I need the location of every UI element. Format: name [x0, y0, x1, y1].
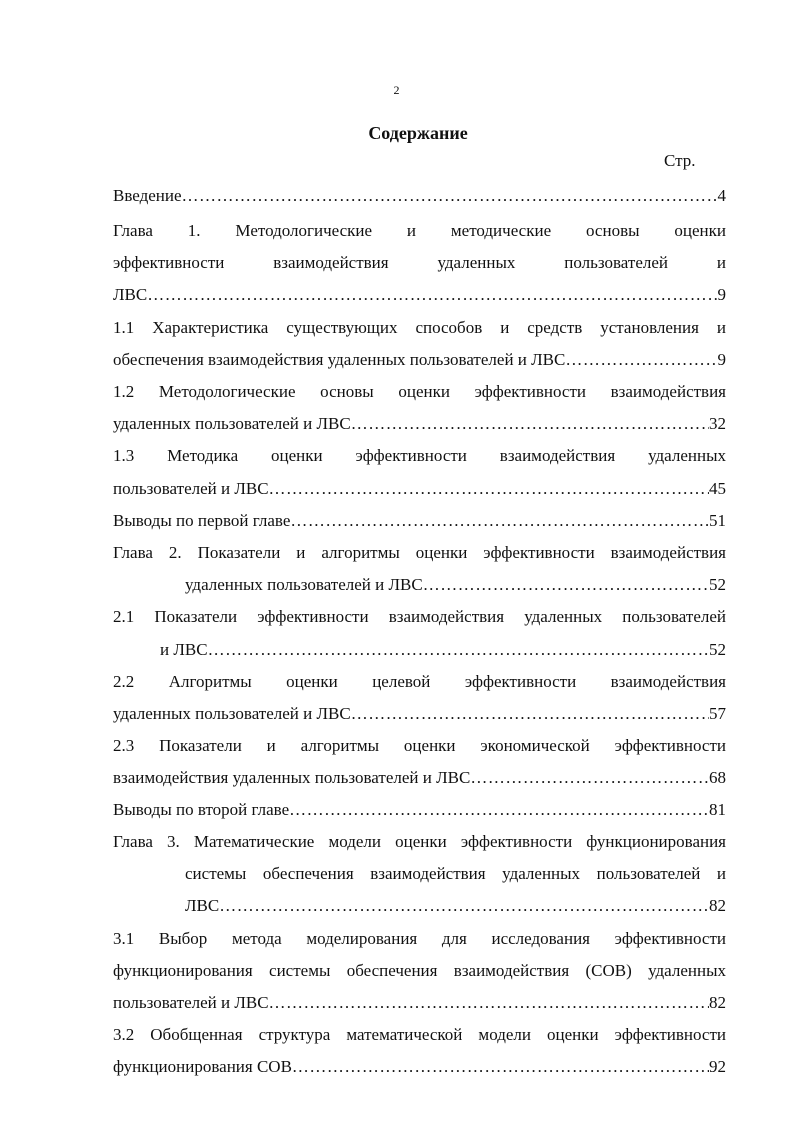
toc-page-number: 92 [709, 1057, 726, 1076]
toc-entry-intro[interactable] [113, 186, 726, 206]
toc-page-number: 4 [717, 186, 726, 205]
toc-leader-dots [290, 511, 709, 531]
toc-leader-dots [147, 285, 717, 305]
toc-entry-text: взаимодействия удаленных пользователей и ЛВС [113, 768, 471, 787]
toc-entry-text: 2.2 Алгоритмы оценки целевой эффективности взаимодействия [113, 672, 726, 691]
toc-entry-text: Глава 2. Показатели и алгоритмы оценки эффективности взаимодействия [113, 543, 726, 562]
toc-entry-text: функционирования СОВ [113, 1057, 292, 1076]
toc-entry-text: ЛВС [185, 896, 220, 915]
toc-leader-dots [351, 414, 709, 434]
toc-entry-text: пользователей и ЛВС [113, 993, 269, 1012]
toc-leader-dots [565, 350, 717, 370]
toc-leader-dots [423, 575, 709, 595]
toc-entry-text: системы обеспечения взаимодействия удаленных пользователей и [185, 864, 726, 883]
toc-page-number: 52 [709, 575, 726, 594]
toc-page-number: 9 [717, 285, 726, 304]
toc-leader-dots [219, 896, 709, 916]
toc-entry-text: Введение [113, 186, 182, 205]
toc-page-number: 82 [709, 896, 726, 915]
toc-leader-dots [182, 186, 718, 206]
toc-page-number: 45 [709, 479, 726, 498]
toc-page-number: 68 [709, 768, 726, 787]
toc-entry-text: 2.1 Показатели эффективности взаимодействия удаленных пользователей [113, 607, 726, 626]
toc-leader-dots [470, 768, 709, 788]
toc-entry-text: Выводы по первой главе [113, 511, 291, 530]
toc-leader-dots [289, 800, 709, 820]
toc-entry-text: 2.3 Показатели и алгоритмы оценки экономической эффективности [113, 736, 726, 755]
toc-page-number: 51 [709, 511, 726, 530]
toc-entry-text: обеспечения взаимодействия удаленных пользователей и ЛВС [113, 350, 566, 369]
toc-entry-text: функционирования системы обеспечения взаимодействия (СОВ) удаленных [113, 961, 726, 980]
toc-entry-text: удаленных пользователей и ЛВС [113, 414, 351, 433]
toc-entry-text: 1.1 Характеристика существующих способов и средств установления и [113, 318, 726, 337]
toc-entry-conclusions-2[interactable] [113, 800, 726, 820]
toc-entry-text: удаленных пользователей и ЛВС [185, 575, 423, 594]
toc-page-number: 52 [709, 640, 726, 659]
toc-entry-text: удаленных пользователей и ЛВС [113, 704, 351, 723]
toc-leader-dots [269, 993, 709, 1013]
page-number: 2 [393, 83, 400, 97]
toc-entry-text: Глава 3. Математические модели оценки эффективности функционирования [113, 832, 726, 851]
toc-entry-text: ЛВС [113, 285, 148, 304]
toc-entry-text: Выводы по второй главе [113, 800, 290, 819]
toc-page-number: 57 [709, 704, 726, 723]
page-title: Содержание [368, 123, 468, 143]
toc-entry-text: 3.2 Обобщенная структура математической модели оценки эффективности [113, 1025, 726, 1044]
toc-entry-text: 1.2 Методологические основы оценки эффективности взаимодействия [113, 382, 726, 401]
toc-entry-text: 1.3 Методика оценки эффективности взаимодействия удаленных [113, 446, 726, 465]
toc-entry-text: и ЛВС [160, 640, 208, 659]
toc-page-number: 82 [709, 993, 726, 1012]
toc-page-number: 32 [709, 414, 726, 433]
toc-leader-dots [208, 640, 709, 660]
toc-entry-text: эффективности взаимодействия удаленных пользователей и [113, 253, 726, 272]
toc-leader-dots [292, 1057, 709, 1077]
toc-entry-conclusions-1[interactable] [113, 511, 726, 531]
toc-entry-text: Глава 1. Методологические и методические основы оценки [113, 221, 726, 240]
toc-page-number: 9 [717, 350, 726, 369]
toc-page-number: 81 [709, 800, 726, 819]
toc-entry-text: пользователей и ЛВС [113, 479, 269, 498]
toc-leader-dots [269, 479, 709, 499]
toc-entry-text: 3.1 Выбор метода моделирования для исследования эффективности [113, 929, 726, 948]
page-column-label: Стр. [664, 151, 696, 170]
toc-leader-dots [351, 704, 709, 724]
